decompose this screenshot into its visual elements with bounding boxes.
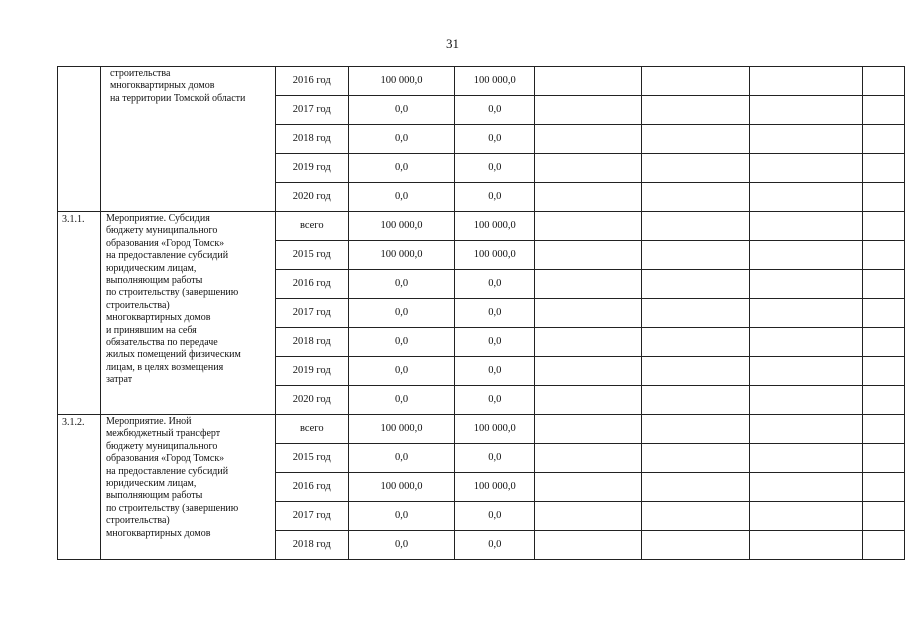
item-name bbox=[100, 67, 275, 212]
period-cell: 2017 год bbox=[275, 502, 348, 531]
empty-cell bbox=[641, 444, 750, 473]
empty-cell bbox=[863, 270, 905, 299]
period-cell: 2020 год bbox=[275, 183, 348, 212]
regional-amount-cell: 0,0 bbox=[455, 270, 535, 299]
empty-cell bbox=[750, 473, 863, 502]
empty-cell bbox=[750, 270, 863, 299]
regional-amount-cell: 0,0 bbox=[455, 125, 535, 154]
empty-cell bbox=[750, 67, 863, 96]
total-amount-cell: 100 000,0 bbox=[348, 241, 455, 270]
empty-cell bbox=[535, 96, 642, 125]
empty-cell bbox=[750, 183, 863, 212]
item-name-line: лицам, в целях возмещения bbox=[105, 361, 224, 373]
item-name-line: строительства) bbox=[105, 299, 170, 311]
total-amount-cell: 100 000,0 bbox=[348, 473, 455, 502]
page-number: 31 bbox=[446, 36, 459, 51]
table-row bbox=[58, 67, 905, 96]
empty-cell bbox=[863, 357, 905, 386]
total-amount-cell: 0,0 bbox=[348, 502, 455, 531]
empty-cell bbox=[750, 531, 863, 560]
empty-cell bbox=[750, 241, 863, 270]
item-number: 3.1.1. bbox=[58, 212, 101, 415]
empty-cell bbox=[641, 96, 750, 125]
table-row bbox=[58, 415, 905, 444]
total-amount-cell: 0,0 bbox=[348, 183, 455, 212]
empty-cell bbox=[535, 241, 642, 270]
empty-cell bbox=[750, 299, 863, 328]
total-amount-cell: 100 000,0 bbox=[348, 67, 455, 96]
total-amount-cell: 0,0 bbox=[348, 125, 455, 154]
empty-cell bbox=[641, 357, 750, 386]
regional-amount-cell: 100 000,0 bbox=[455, 241, 535, 270]
regional-amount-cell: 0,0 bbox=[455, 531, 535, 560]
item-name bbox=[100, 212, 275, 415]
empty-cell bbox=[750, 96, 863, 125]
regional-amount-cell: 100 000,0 bbox=[455, 473, 535, 502]
item-name-line: многоквартирных домов bbox=[105, 527, 211, 539]
item-name-line: обязательства по передаче bbox=[105, 337, 218, 349]
item-name-line: образования «Город Томск» bbox=[105, 237, 225, 249]
empty-cell bbox=[535, 125, 642, 154]
empty-cell bbox=[863, 96, 905, 125]
total-amount-cell: 0,0 bbox=[348, 154, 455, 183]
total-amount-cell: 0,0 bbox=[348, 444, 455, 473]
period-cell: 2018 год bbox=[275, 328, 348, 357]
regional-amount-cell: 100 000,0 bbox=[455, 67, 535, 96]
period-cell: 2017 год bbox=[275, 96, 348, 125]
period-cell: 2019 год bbox=[275, 357, 348, 386]
empty-cell bbox=[641, 67, 750, 96]
period-cell: всего bbox=[275, 212, 348, 241]
empty-cell bbox=[863, 386, 905, 415]
empty-cell bbox=[641, 328, 750, 357]
empty-cell bbox=[641, 502, 750, 531]
item-name-line: выполняющим работы bbox=[105, 490, 203, 502]
item-name-line: и принявшим на себя bbox=[105, 324, 197, 336]
empty-cell bbox=[535, 531, 642, 560]
item-name-line: юридическим лицам, bbox=[105, 262, 197, 274]
regional-amount-cell: 0,0 bbox=[455, 386, 535, 415]
item-name-line: юридическим лицам, bbox=[105, 478, 197, 490]
empty-cell bbox=[641, 299, 750, 328]
budget-body bbox=[58, 67, 905, 560]
empty-cell bbox=[750, 386, 863, 415]
regional-amount-cell: 0,0 bbox=[455, 444, 535, 473]
empty-cell bbox=[535, 183, 642, 212]
empty-cell bbox=[863, 67, 905, 96]
period-cell: 2016 год bbox=[275, 473, 348, 502]
period-cell: 2019 год bbox=[275, 154, 348, 183]
empty-cell bbox=[863, 531, 905, 560]
regional-amount-cell: 0,0 bbox=[455, 154, 535, 183]
regional-amount-cell: 0,0 bbox=[455, 357, 535, 386]
item-number: 3.1.2. bbox=[58, 415, 101, 560]
period-cell: 2020 год bbox=[275, 386, 348, 415]
item-name bbox=[100, 415, 275, 560]
item-name-line: на предоставление субсидий bbox=[105, 250, 229, 262]
period-cell: всего bbox=[275, 415, 348, 444]
empty-cell bbox=[863, 241, 905, 270]
empty-cell bbox=[641, 473, 750, 502]
empty-cell bbox=[750, 154, 863, 183]
empty-cell bbox=[641, 531, 750, 560]
empty-cell bbox=[535, 502, 642, 531]
empty-cell bbox=[863, 299, 905, 328]
total-amount-cell: 0,0 bbox=[348, 270, 455, 299]
period-cell: 2018 год bbox=[275, 531, 348, 560]
item-name-line: бюджету муниципального bbox=[105, 225, 218, 237]
empty-cell bbox=[863, 183, 905, 212]
item-name-line: многоквартирных домов bbox=[109, 80, 215, 92]
period-cell: 2016 год bbox=[275, 67, 348, 96]
item-name-line: выполняющим работы bbox=[105, 275, 203, 287]
item-name-line: Мероприятие. Иной bbox=[105, 416, 192, 427]
empty-cell bbox=[641, 386, 750, 415]
period-cell: 2015 год bbox=[275, 444, 348, 473]
total-amount-cell: 100 000,0 bbox=[348, 212, 455, 241]
empty-cell bbox=[750, 328, 863, 357]
empty-cell bbox=[641, 415, 750, 444]
empty-cell bbox=[863, 473, 905, 502]
item-name-line: строительства bbox=[109, 68, 171, 79]
item-name-line: жилых помещений физическим bbox=[105, 349, 241, 361]
empty-cell bbox=[863, 502, 905, 531]
period-cell: 2016 год bbox=[275, 270, 348, 299]
item-name-line: Мероприятие. Субсидия bbox=[105, 213, 210, 224]
empty-cell bbox=[750, 125, 863, 154]
empty-cell bbox=[863, 212, 905, 241]
item-name-line: многоквартирных домов bbox=[105, 312, 211, 324]
total-amount-cell: 0,0 bbox=[348, 328, 455, 357]
empty-cell bbox=[863, 125, 905, 154]
empty-cell bbox=[641, 270, 750, 299]
regional-amount-cell: 0,0 bbox=[455, 299, 535, 328]
empty-cell bbox=[863, 154, 905, 183]
table-row bbox=[58, 212, 905, 241]
empty-cell bbox=[535, 67, 642, 96]
empty-cell bbox=[535, 212, 642, 241]
total-amount-cell: 0,0 bbox=[348, 386, 455, 415]
empty-cell bbox=[750, 212, 863, 241]
empty-cell bbox=[641, 125, 750, 154]
item-name-line: бюджету муниципального bbox=[105, 440, 218, 452]
regional-amount-cell: 0,0 bbox=[455, 502, 535, 531]
budget-table bbox=[57, 66, 905, 560]
item-name-line: на территории Томской области bbox=[109, 92, 246, 104]
empty-cell bbox=[535, 444, 642, 473]
empty-cell bbox=[863, 328, 905, 357]
total-amount-cell: 100 000,0 bbox=[348, 415, 455, 444]
empty-cell bbox=[535, 299, 642, 328]
regional-amount-cell: 0,0 bbox=[455, 328, 535, 357]
empty-cell bbox=[750, 502, 863, 531]
empty-cell bbox=[641, 241, 750, 270]
total-amount-cell: 0,0 bbox=[348, 531, 455, 560]
empty-cell bbox=[535, 328, 642, 357]
period-cell: 2018 год bbox=[275, 125, 348, 154]
item-name-line: по строительству (завершению bbox=[105, 502, 239, 514]
item-name-line: затрат bbox=[105, 374, 133, 386]
empty-cell bbox=[535, 473, 642, 502]
regional-amount-cell: 0,0 bbox=[455, 96, 535, 125]
empty-cell bbox=[535, 270, 642, 299]
empty-cell bbox=[641, 154, 750, 183]
total-amount-cell: 0,0 bbox=[348, 299, 455, 328]
empty-cell bbox=[535, 386, 642, 415]
total-amount-cell: 0,0 bbox=[348, 96, 455, 125]
empty-cell bbox=[750, 444, 863, 473]
empty-cell bbox=[863, 444, 905, 473]
empty-cell bbox=[535, 415, 642, 444]
empty-cell bbox=[535, 154, 642, 183]
item-name-line: образования «Город Томск» bbox=[105, 453, 225, 465]
period-cell: 2017 год bbox=[275, 299, 348, 328]
item-name-line: по строительству (завершению bbox=[105, 287, 239, 299]
item-name-line: межбюджетный трансферт bbox=[105, 428, 221, 440]
item-name-line: строительства) bbox=[105, 515, 170, 527]
empty-cell bbox=[641, 183, 750, 212]
empty-cell bbox=[750, 415, 863, 444]
regional-amount-cell: 100 000,0 bbox=[455, 212, 535, 241]
empty-cell bbox=[641, 212, 750, 241]
empty-cell bbox=[863, 415, 905, 444]
period-cell: 2015 год bbox=[275, 241, 348, 270]
empty-cell bbox=[535, 357, 642, 386]
item-name-line: на предоставление субсидий bbox=[105, 465, 229, 477]
empty-cell bbox=[750, 357, 863, 386]
total-amount-cell: 0,0 bbox=[348, 357, 455, 386]
regional-amount-cell: 100 000,0 bbox=[455, 415, 535, 444]
regional-amount-cell: 0,0 bbox=[455, 183, 535, 212]
item-number bbox=[58, 67, 101, 212]
